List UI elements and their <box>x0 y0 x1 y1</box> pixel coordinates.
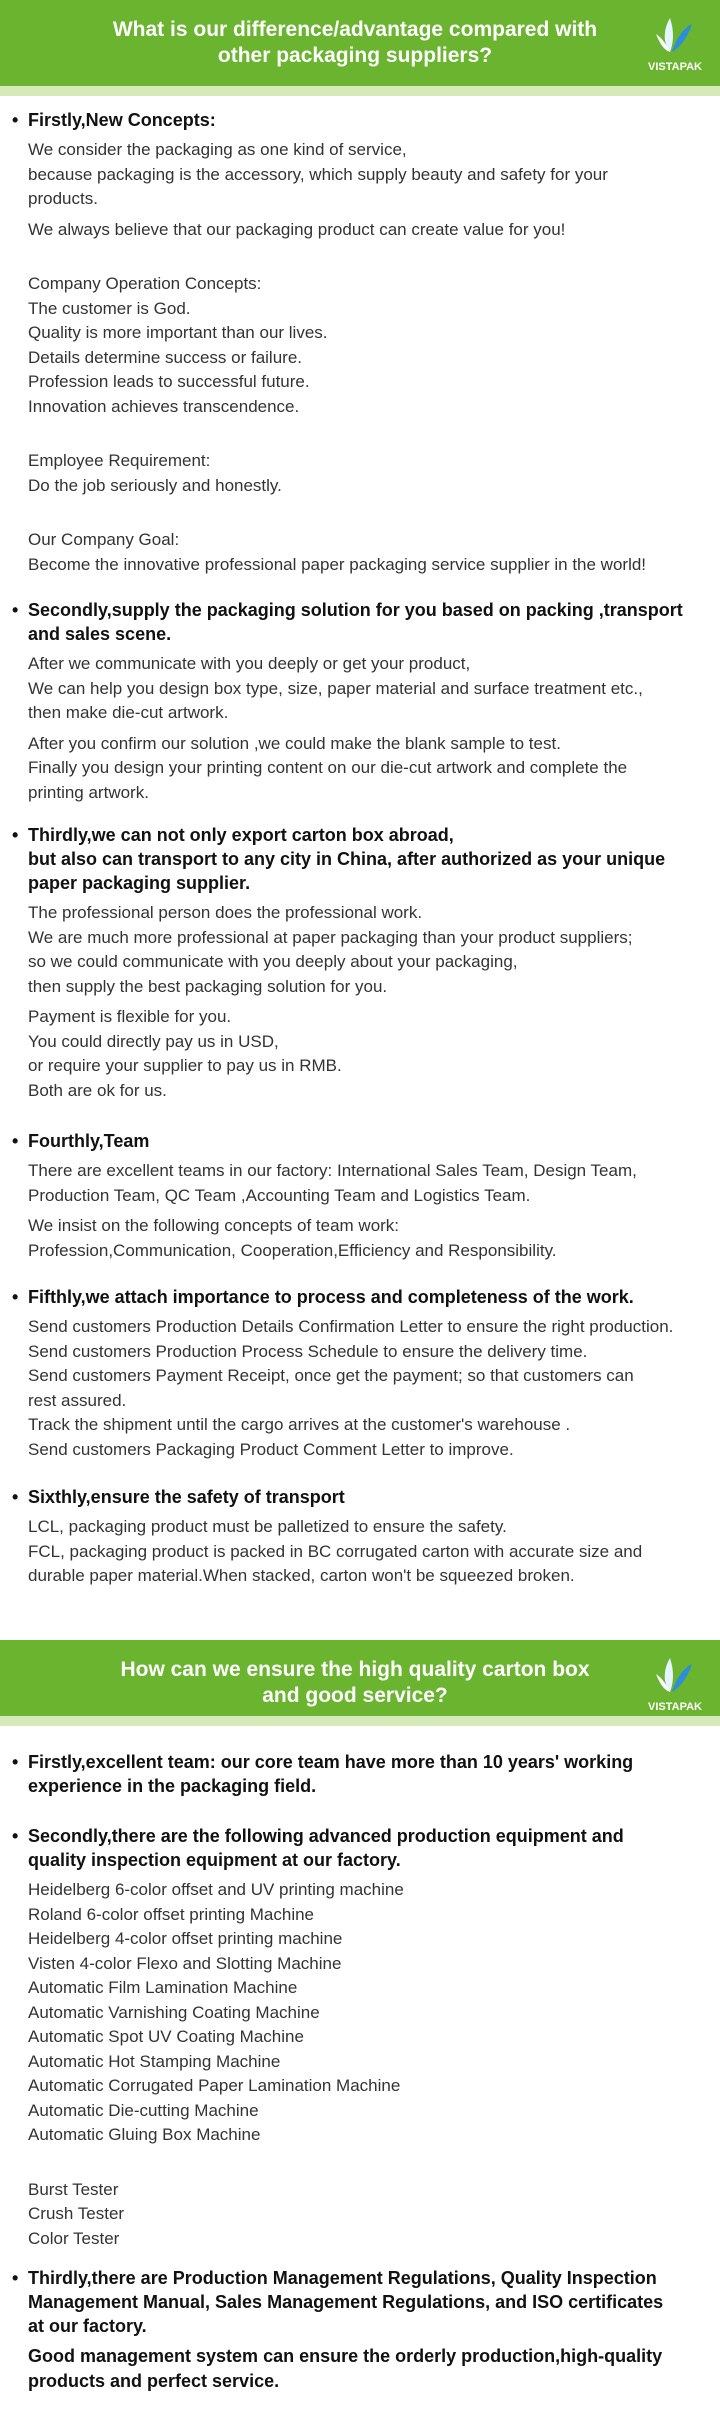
management-statement: Good management system can ensure the orderly production,high-quality products and perfect service. <box>28 2346 663 2391</box>
paragraph: We insist on the following concepts of team work: Profession,Communication, Cooperation,Efficiency and Responsibility. <box>28 1216 557 1260</box>
paragraph: Payment is flexible for you. You could directly pay us in USD, or require your supplier to pay us in RMB. Both are ok for us. <box>28 1007 342 1100</box>
logo-text: VISTAPAK <box>648 61 702 73</box>
employee-requirement: Employee Requirement: Do the job seriously and honestly. <box>28 451 282 495</box>
list-item: Roland 6-color offset printing Machine <box>28 1904 315 1924</box>
list-item: Automatic Film Lamination Machine <box>28 1978 298 1997</box>
section2-title: How can we ensure the high quality carton box and good service? <box>120 1658 590 1707</box>
point-fourthly <box>12 1129 712 1263</box>
bullet-icon: • <box>12 2268 19 2288</box>
paragraph: After we communicate with you deeply or get your product, We can help you design box type, size, paper material and surface treatment etc., then make die-cut artwork. <box>28 654 643 722</box>
list-item: Automatic Varnishing Coating Machine <box>28 2002 320 2022</box>
list-item: Automatic Die-cutting Machine <box>28 2100 259 2120</box>
section2-banner-stripe <box>0 1716 720 1726</box>
quality-firstly <box>12 1750 712 1798</box>
list-item: Automatic Spot UV Coating Machine <box>28 2027 304 2046</box>
paragraph: We consider the packaging as one kind of service, because packaging is the accessory, which supply beauty and safety for your products. <box>28 140 608 208</box>
bullet-icon: • <box>12 110 19 130</box>
bullet-icon: • <box>12 1752 19 1772</box>
paragraph: Send customers Production Details Confirmation Letter to ensure the right production. Send customers Production Process Schedule to ensure the delivery time. Send customers Payment Receipt, once get the payment; so that customers can rest assured. Track the shipment until the cargo arrives at the customer's warehouse . Send customers Packaging Product Comment Letter to improve. <box>28 1317 674 1459</box>
list-item: Crush Tester <box>28 2204 125 2223</box>
point-fifthly <box>12 1285 712 1462</box>
point-firstly <box>12 108 712 577</box>
bullet-icon: • <box>12 1131 19 1151</box>
list-item: Burst Tester <box>28 2179 119 2199</box>
list-item: Heidelberg 6-color offset and UV printing machine <box>28 1880 404 1899</box>
point-sixthly <box>12 1485 712 1589</box>
section1-title: What is our difference/advantage compared with other packaging suppliers? <box>112 18 598 67</box>
point-thirdly <box>12 823 712 1103</box>
quality-secondly <box>12 1824 712 2251</box>
point-heading: • Sixthly,ensure the safety of transport <box>12 1487 345 1507</box>
point-heading: • Fifthly,we attach importance to process and completeness of the work. <box>12 1287 634 1307</box>
paragraph: The professional person does the professional work. We are much more professional at paper packaging than your product suppliers; so we could communicate with you deeply about your packaging, then supply the best packaging solution for you. <box>28 903 633 996</box>
bullet-icon: • <box>12 1826 19 1846</box>
point-heading: • Fourthly,Team <box>12 1131 150 1151</box>
point-heading: • Firstly,excellent team: our core team have more than 10 years' working experience in the packaging field. <box>12 1752 634 1796</box>
point-secondly <box>12 598 712 805</box>
bullet-icon: • <box>12 1487 19 1507</box>
list-item: Color Tester <box>28 2228 120 2248</box>
logo-text: VISTAPAK <box>648 1701 702 1713</box>
list-item: Heidelberg 4-color offset printing machine <box>28 1929 343 1948</box>
quality-thirdly <box>12 2266 712 2393</box>
point-heading: • Secondly,supply the packaging solution for you based on packing ,transport and sales scene. <box>12 600 683 644</box>
list-item: Automatic Gluing Box Machine <box>28 2125 261 2144</box>
paragraph: LCL, packaging product must be palletized to ensure the safety. FCL, packaging product is packed in BC corrugated carton with accurate size and durable paper material.When stacked, carton won't be squeezed broken. <box>28 1517 643 1585</box>
point-heading: • Thirdly,there are Production Management Regulations, Quality Inspection Management Manual, Sales Management Regulations, and ISO certificates at our factory. <box>12 2268 664 2336</box>
paragraph: There are excellent teams in our factory: International Sales Team, Design Team, Production Team, QC Team ,Accounting Team and Logistics Team. <box>28 1161 637 1205</box>
tester-list <box>12 2178 712 2252</box>
bullet-icon: • <box>12 1287 19 1307</box>
list-item: Visten 4-color Flexo and Slotting Machine <box>28 1953 342 1973</box>
vistapak-leaf-icon <box>640 8 710 78</box>
operation-concepts: Company Operation Concepts: The customer is God. Quality is more important than our lives. Details determine success or failure. Profession leads to successful future. Innovation achieves transcendence. <box>28 274 328 416</box>
point-heading: • Firstly,New Concepts: <box>12 110 216 130</box>
vistapak-logo <box>640 8 710 78</box>
company-goal: Our Company Goal: Become the innovative professional paper packaging service supplier in the world! <box>28 530 647 574</box>
list-item: Automatic Corrugated Paper Lamination Machine <box>28 2076 401 2095</box>
point-heading: • Secondly,there are the following advanced production equipment and quality inspection equipment at our factory. <box>12 1826 624 1870</box>
bullet-icon: • <box>12 825 19 845</box>
paragraph: We always believe that our packaging product can create value for you! <box>28 219 566 239</box>
point-heading: • Thirdly,we can not only export carton box abroad, but also can transport to any city in China, after authorized as your unique paper packaging supplier. <box>12 825 666 893</box>
section1-banner-stripe <box>0 86 720 96</box>
list-item: Automatic Hot Stamping Machine <box>28 2051 281 2071</box>
vistapak-leaf-icon <box>640 1648 710 1718</box>
paragraph: After you confirm our solution ,we could make the blank sample to test. Finally you design your printing content on our die-cut artwork and complete the printing artwork. <box>28 733 628 802</box>
machine-list <box>12 1878 712 2148</box>
bullet-icon: • <box>12 600 19 620</box>
vistapak-logo <box>640 1648 710 1718</box>
